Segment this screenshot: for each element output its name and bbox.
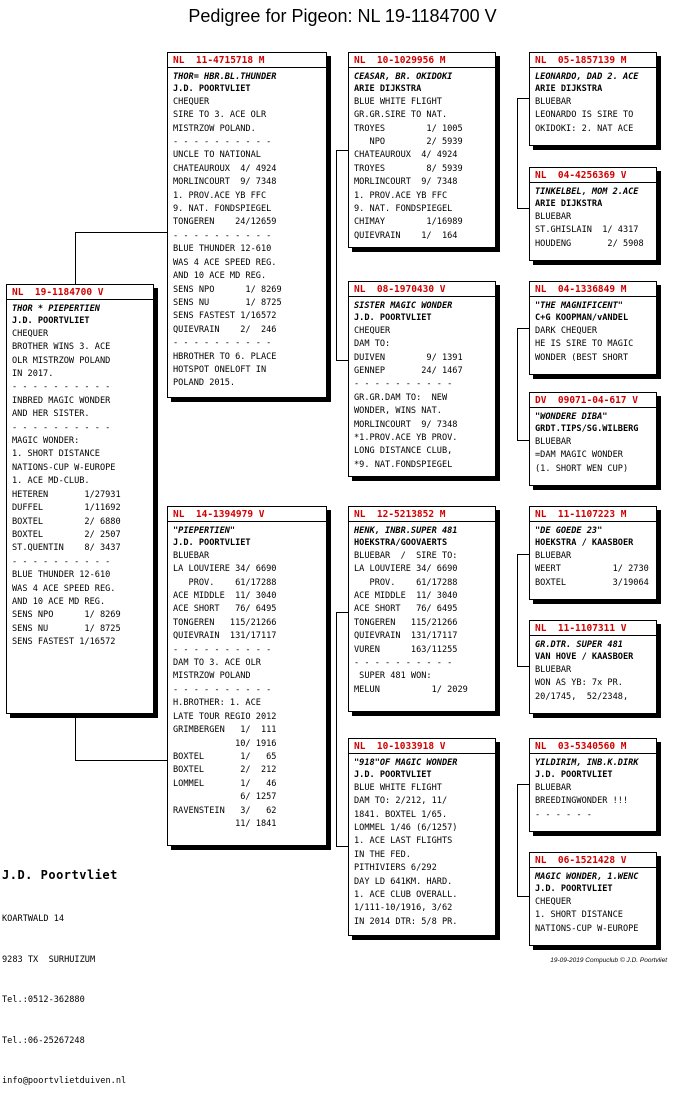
detail-line: RAVENSTEIN 3/ 62 <box>173 805 277 816</box>
detail-line: =DAM MAGIC WONDER <box>535 450 623 461</box>
detail-line: 9. NAT. FONDSPIEGEL <box>173 204 272 215</box>
detail-line: GENNEP 24/ 1467 <box>354 366 463 377</box>
detail-line: DAY LD 641KM. HARD. <box>354 876 453 887</box>
detail-line: LOMMEL 1/46 (6/1257) <box>354 823 458 834</box>
detail-line: CHIMAY 1/16989 <box>354 217 463 228</box>
detail-line: SENS NU 1/ 8725 <box>173 297 282 308</box>
pigeon-details <box>535 782 651 822</box>
ring-number: NL 10-1029956 M <box>349 55 495 68</box>
detail-line: BLUEBAR <box>173 550 210 561</box>
pigeon-name: "PIEPERTIEN" <box>173 526 236 536</box>
detail-line: TROYES 8/ 5939 <box>354 163 463 174</box>
detail-line: OLR MISTRZOW POLAND <box>12 355 111 366</box>
detail-line: 1. ACE MD-CLUB. <box>12 476 90 487</box>
detail-line: DAM TO: <box>354 339 391 350</box>
address-line: 9283 TX SURHUIZUM <box>2 954 96 965</box>
ring-number: NL 12-5213852 M <box>349 509 495 522</box>
detail-line: BLUEBAR <box>535 664 572 675</box>
breeder-address <box>2 886 126 1102</box>
pigeon-card-sds[interactable] <box>529 281 657 375</box>
connector-line <box>336 846 348 847</box>
pigeon-details <box>354 550 490 697</box>
detail-line: 1. PROV.ACE YB FFC <box>354 190 448 201</box>
detail-line: CHATEAUROUX 4/ 4924 <box>173 163 277 174</box>
pigeon-card-dam-dam[interactable] <box>348 738 496 936</box>
detail-line: SENS FASTEST 1/16572 <box>173 311 277 322</box>
pigeon-name: THOR * PIEPERTIEN <box>12 304 100 314</box>
connector-line <box>336 612 337 846</box>
detail-line: HETEREN 1/27931 <box>12 489 121 500</box>
breeder-name: C+G KOOPMAN/vANDEL <box>535 313 629 324</box>
detail-line: PROV. 61/17288 <box>354 577 458 588</box>
connector-line <box>75 714 76 760</box>
detail-line: MORLINCOURT 9/ 7348 <box>173 177 277 188</box>
detail-line: QUIEVRAIN 1/ 164 <box>354 230 458 241</box>
detail-line: MORLINCOURT 9/ 7348 <box>354 177 458 188</box>
detail-line: GR.GR.SIRE TO NAT. <box>354 110 448 121</box>
detail-line: ACE SHORT 76/ 6495 <box>354 604 458 615</box>
detail-line: NATIONS-CUP W-EUROPE <box>12 462 116 473</box>
pigeon-name: "WONDERE DIBA" <box>535 412 608 422</box>
connector-line <box>517 784 529 785</box>
pigeon-details <box>173 550 321 832</box>
pigeon-name: CEASAR, BR. OKIDOKI <box>354 72 453 82</box>
detail-line: WAS 4 ACE SPEED REG. <box>173 257 277 268</box>
detail-line: IN THE FED. <box>354 849 411 860</box>
detail-line: INBRED MAGIC WONDER <box>12 395 111 406</box>
breeder-name: J.D. POORTVLIET <box>12 316 90 327</box>
detail-line: CHEQUER <box>12 328 49 339</box>
detail-line: - - - - - - - - - - <box>173 644 272 655</box>
detail-line: - - - - - - - - - - <box>173 230 272 241</box>
pigeon-card-subject[interactable] <box>6 284 154 714</box>
pigeon-details <box>535 664 651 704</box>
detail-line: *1.PROV.ACE YB PROV. <box>354 433 458 444</box>
detail-line: PROV. 61/17288 <box>173 577 277 588</box>
detail-line: TONGEREN 115/21266 <box>173 617 277 628</box>
detail-line: 1841. BOXTEL 1/65. <box>354 809 448 820</box>
connector-line <box>517 208 529 209</box>
detail-line: WEERT 1/ 2730 <box>535 564 649 575</box>
pigeon-details <box>354 782 490 929</box>
detail-line: IN 2014 DTR: 5/8 PR. <box>354 916 458 927</box>
connector-line <box>517 98 518 208</box>
ring-number: NL 19-1184700 V <box>7 287 153 300</box>
detail-line: BLUEBAR / SIRE TO: <box>354 550 458 561</box>
ring-number: NL 05-1857139 M <box>530 55 656 68</box>
pigeon-card-dam-sire[interactable] <box>348 506 496 712</box>
detail-line: 1. PROV.ACE YB FFC <box>173 190 267 201</box>
detail-line: SIRE TO 3. ACE OLR <box>173 110 267 121</box>
connector-line <box>336 360 348 361</box>
detail-line: 20/1745, 52/2348, <box>535 691 629 702</box>
pigeon-card-sire[interactable] <box>167 52 327 398</box>
detail-line: SUPER 481 WON: <box>354 671 432 682</box>
page-title: Pedigree for Pigeon: NL 19-1184700 V <box>188 6 497 26</box>
address-line: KOARTWALD 14 <box>2 914 65 924</box>
connector-line <box>517 328 518 440</box>
breeder-name: J.D. POORTVLIET <box>354 770 432 781</box>
detail-line: WONDER (BEST SHORT <box>535 352 629 363</box>
ring-number: NL 14-1394979 V <box>168 509 326 522</box>
detail-line: ACE MIDDLE 11/ 3040 <box>354 591 458 602</box>
ring-number: NL 10-1033918 V <box>349 741 495 754</box>
detail-line: DUIVEN 9/ 1391 <box>354 352 463 363</box>
breeder-signature: J.D. Poortvliet <box>2 868 118 882</box>
detail-line: BLUE WHITE FLIGHT <box>354 782 442 793</box>
detail-line: 10/ 1916 <box>173 738 277 749</box>
detail-line: VUREN 163/11255 <box>354 644 458 655</box>
detail-line: MAGIC WONDER: <box>12 436 80 447</box>
detail-line: DAM TO 3. ACE OLR <box>173 658 261 669</box>
breeder-name: ARIE DIJKSTRA <box>354 84 422 95</box>
detail-line: HOTSPOT ONELOFT IN <box>173 364 267 375</box>
detail-line: BLUE THUNDER 12-610 <box>173 244 272 255</box>
detail-line: BOXTEL 1/ 65 <box>173 751 277 762</box>
detail-line: BREEDINGWONDER !!! <box>535 796 629 807</box>
pigeon-details <box>354 96 490 243</box>
detail-line: BOXTEL 2/ 212 <box>173 765 277 776</box>
phone-line: Tel.:0512-362880 <box>2 995 85 1005</box>
detail-line: BROTHER WINS 3. ACE <box>12 342 111 353</box>
detail-line: 1. SHORT DISTANCE <box>12 449 100 460</box>
detail-line: NATIONS-CUP W-EUROPE <box>535 923 639 934</box>
pigeon-card-sss[interactable] <box>529 52 657 146</box>
detail-line: AND 10 ACE MD REG. <box>173 271 267 282</box>
pigeon-name: LEONARDO, DAD 2. ACE <box>535 72 639 82</box>
detail-line: POLAND 2015. <box>173 378 236 389</box>
pigeon-name: GR.DTR. SUPER 481 <box>535 640 623 650</box>
breeder-name: VAN HOVE / KAASBOER <box>535 652 634 663</box>
ring-number: NL 03-5340560 M <box>530 741 656 754</box>
detail-line: BOXTEL 2/ 6880 <box>12 516 121 527</box>
detail-line: SENS NU 1/ 8725 <box>12 623 121 634</box>
detail-line: - - - - - - - - - - <box>12 556 111 567</box>
breeder-name: ARIE DIJKSTRA <box>535 199 603 210</box>
detail-line: LA LOUVIERE 34/ 6690 <box>173 564 277 575</box>
detail-line: WON AS YB: 7x PR. <box>535 678 623 689</box>
detail-line: *9. NAT.FONDSPIEGEL <box>354 459 453 470</box>
pigeon-details <box>535 896 651 936</box>
connector-line <box>336 150 337 360</box>
detail-line: BOXTEL 3/19064 <box>535 577 649 588</box>
connector-line <box>517 328 529 329</box>
phone-line: Tel.:06-25267248 <box>2 1035 85 1046</box>
detail-line: LA LOUVIERE 34/ 6690 <box>354 564 458 575</box>
detail-line: UNCLE TO NATIONAL <box>173 150 261 161</box>
detail-line: LEONARDO IS SIRE TO <box>535 110 634 121</box>
detail-line: - - - - - - - - - - <box>12 422 111 433</box>
breeder-name: J.D. POORTVLIET <box>173 538 251 549</box>
detail-line: BLUEBAR <box>535 550 572 561</box>
detail-line: CHEQUER <box>173 96 210 107</box>
ring-number: NL 08-1970430 V <box>349 284 495 297</box>
pigeon-details <box>535 550 651 590</box>
pigeon-details <box>173 96 321 391</box>
breeder-name: J.D. POORTVLIET <box>354 313 432 324</box>
pigeon-name: YILDIRIM, INB.K.DIRK <box>535 758 639 768</box>
ring-number: DV 09071-04-617 V <box>530 395 656 408</box>
pigeon-name: "THE MAGNIFICENT" <box>535 301 623 311</box>
detail-line: LONG DISTANCE CLUB, <box>354 446 453 457</box>
detail-line: 1. ACE LAST FLIGHTS <box>354 836 453 847</box>
detail-line: 1. SHORT DISTANCE <box>535 910 623 921</box>
breeder-name: J.D. POORTVLIET <box>173 84 251 95</box>
detail-line: BLUEBAR <box>535 436 572 447</box>
detail-line: 11/ 1841 <box>173 818 277 829</box>
pigeon-details <box>535 211 651 251</box>
breeder-name: GRDT.TIPS/SG.WILBERG <box>535 424 639 435</box>
detail-line: LOMMEL 1/ 46 <box>173 778 277 789</box>
detail-line: MELUN 1/ 2029 <box>354 684 468 695</box>
breeder-name: HOEKSTRA/GOOVAERTS <box>354 538 448 549</box>
detail-line: ST.QUENTIN 8/ 3437 <box>12 543 121 554</box>
connector-line <box>517 98 529 99</box>
pigeon-name: MAGIC WONDER, 1.WENC <box>535 872 639 882</box>
detail-line: (1. SHORT WEN CUP) <box>535 463 629 474</box>
pigeon-details <box>12 328 148 650</box>
pigeon-card-sdd[interactable] <box>529 392 657 486</box>
detail-line: HBROTHER TO 6. PLACE <box>173 351 277 362</box>
pigeon-name: TINKELBEL, MOM 2.ACE <box>535 187 639 197</box>
pigeon-name: "DE GOEDE 23" <box>535 526 603 536</box>
pigeon-card-dss[interactable] <box>529 506 657 600</box>
detail-line: BLUEBAR <box>535 782 572 793</box>
detail-line: - - - - - - - - - - <box>173 338 272 349</box>
breeder-name: J.D. POORTVLIET <box>535 770 613 781</box>
breeder-name: HOEKSTRA / KAASBOER <box>535 538 634 549</box>
detail-line: WONDER, WINS NAT. <box>354 406 442 417</box>
detail-line: BLUE WHITE FLIGHT <box>354 96 442 107</box>
print-info: 19-09-2019 Compuclub © J.D. Poortvliet <box>550 957 667 964</box>
detail-line: AND HER SISTER. <box>12 409 90 420</box>
pigeon-card-ssd[interactable] <box>529 167 657 261</box>
detail-line: - - - - - - <box>535 809 592 820</box>
pigeon-card-dsd[interactable] <box>529 620 657 714</box>
detail-line: PITHIVIERS 6/292 <box>354 863 437 874</box>
detail-line: QUIEVRAIN 131/17117 <box>173 631 277 642</box>
connector-line <box>336 150 348 151</box>
detail-line: GR.GR.DAM TO: NEW <box>354 392 448 403</box>
detail-line: CHEQUER <box>535 896 572 907</box>
detail-line: - - - - - - - - - - <box>354 379 453 390</box>
detail-line: - - - - - - - - - - <box>173 137 272 148</box>
detail-line: SENS FASTEST 1/16572 <box>12 637 116 648</box>
pigeon-name: HENK, INBR.SUPER 481 <box>354 526 458 536</box>
breeder-name: ARIE DIJKSTRA <box>535 84 603 95</box>
connector-line <box>517 784 518 896</box>
detail-line: AND 10 ACE MD REG. <box>12 596 106 607</box>
detail-line: 1. ACE CLUB OVERALL. <box>354 890 458 901</box>
pigeon-card-sire-sire[interactable] <box>348 52 496 248</box>
pigeon-details <box>354 325 490 472</box>
detail-line: 9. NAT. FONDSPIEGEL <box>354 204 453 215</box>
pigeon-name: THOR= HBR.BL.THUNDER <box>173 72 277 82</box>
connector-line <box>75 232 76 284</box>
detail-line: ST.GHISLAIN 1/ 4317 <box>535 225 639 236</box>
detail-line: 6/ 1257 <box>173 792 277 803</box>
detail-line: ACE SHORT 76/ 6495 <box>173 604 277 615</box>
detail-line: - - - - - - - - - - <box>12 382 111 393</box>
pigeon-card-ddd[interactable] <box>529 852 657 946</box>
detail-line: 1/111-10/1916, 3/62 <box>354 903 453 914</box>
connector-line <box>75 232 167 233</box>
ring-number: NL 04-1336849 M <box>530 284 656 297</box>
connector-line <box>517 666 529 667</box>
detail-line: BLUE THUNDER 12-610 <box>12 570 111 581</box>
connector-line <box>336 612 348 613</box>
detail-line: TONGEREN 115/21266 <box>354 617 458 628</box>
detail-line: MORLINCOURT 9/ 7348 <box>354 419 458 430</box>
connector-line <box>517 554 518 666</box>
detail-line: GRIMBERGEN 1/ 111 <box>173 725 277 736</box>
detail-line: LATE TOUR REGIO 2012 <box>173 711 277 722</box>
detail-line: IN 2017. <box>12 369 54 380</box>
ring-number: NL 11-4715718 M <box>168 55 326 68</box>
pigeon-name: "918"OF MAGIC WONDER <box>354 758 458 768</box>
pigeon-details <box>535 96 651 136</box>
detail-line: MISTRZOW POLAND <box>173 671 251 682</box>
detail-line: HOUDENG 2/ 5908 <box>535 238 644 249</box>
detail-line: TROYES 1/ 1005 <box>354 123 463 134</box>
detail-line: CHATEAUROUX 4/ 4924 <box>354 150 458 161</box>
connector-line <box>517 896 529 897</box>
detail-line: NPO 2/ 5939 <box>354 137 463 148</box>
ring-number: NL 04-4256369 V <box>530 170 656 183</box>
detail-line: DUFFEL 1/11692 <box>12 503 121 514</box>
ring-number: NL 11-1107223 M <box>530 509 656 522</box>
detail-line: BOXTEL 2/ 2507 <box>12 529 121 540</box>
detail-line: HE IS SIRE TO MAGIC <box>535 339 634 350</box>
ring-number: NL 06-1521428 V <box>530 855 656 868</box>
detail-line: - - - - - - - - - - <box>354 658 453 669</box>
detail-line: MISTRZOW POLAND. <box>173 123 256 134</box>
connector-line <box>517 440 529 441</box>
email-link[interactable]: info@poortvlietduiven.nl <box>2 1076 127 1086</box>
detail-line: TONGEREN 24/12659 <box>173 217 277 228</box>
detail-line: BLUEBAR <box>535 211 572 222</box>
detail-line: ACE MIDDLE 11/ 3040 <box>173 591 277 602</box>
pigeon-details <box>535 325 651 365</box>
pigeon-details <box>535 436 651 476</box>
pigeon-card-sire-dam[interactable] <box>348 281 496 477</box>
detail-line: DAM TO: 2/212, 11/ <box>354 796 448 807</box>
detail-line: SENS NPO 1/ 8269 <box>173 284 282 295</box>
pigeon-card-dam[interactable] <box>167 506 327 846</box>
connector-line <box>75 760 167 761</box>
detail-line: - - - - - - - - - - <box>173 684 272 695</box>
detail-line: SENS NPO 1/ 8269 <box>12 610 121 621</box>
detail-line: QUIEVRAIN 131/17117 <box>354 631 458 642</box>
detail-line: OKIDOKI: 2. NAT ACE <box>535 123 634 134</box>
detail-line: QUIEVRAIN 2/ 246 <box>173 324 277 335</box>
pigeon-name: SISTER MAGIC WONDER <box>354 301 453 311</box>
ring-number: NL 11-1107311 V <box>530 623 656 636</box>
pigeon-card-dds[interactable] <box>529 738 657 832</box>
detail-line: DARK CHEQUER <box>535 325 598 336</box>
detail-line: H.BROTHER: 1. ACE <box>173 698 261 709</box>
detail-line: BLUEBAR <box>535 96 572 107</box>
breeder-name: J.D. POORTVLIET <box>535 884 613 895</box>
detail-line: WAS 4 ACE SPEED REG. <box>12 583 116 594</box>
connector-line <box>517 554 529 555</box>
detail-line: CHEQUER <box>354 325 391 336</box>
